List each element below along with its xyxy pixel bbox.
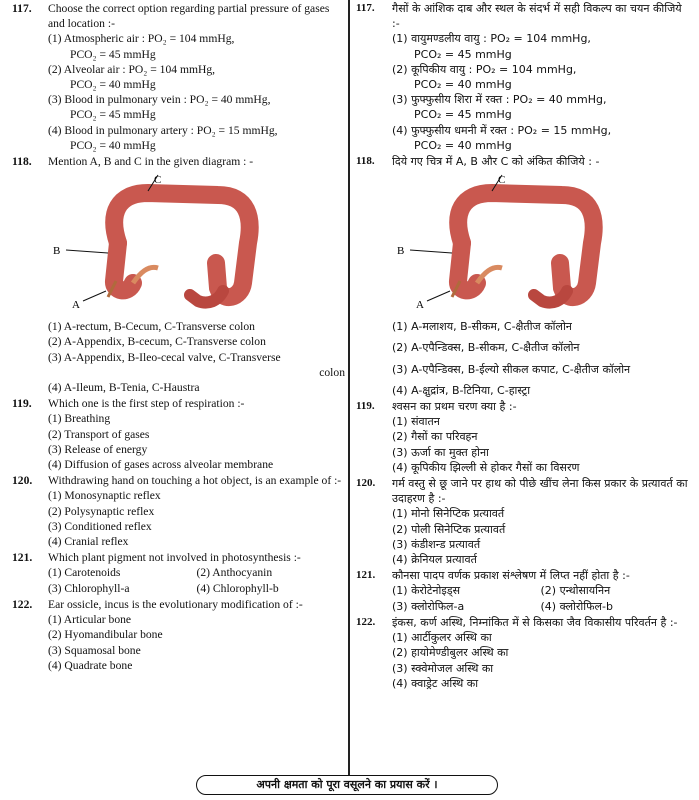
option-4: (4) क्वाड्रेट अस्थि का	[392, 676, 479, 690]
option-1: (1) Atmospheric air : PO₂ = 104 mmHg,	[48, 32, 235, 46]
option-1: (1) केरोटेनोइड्स	[392, 584, 461, 598]
option-3: (3) Conditioned reflex	[48, 519, 152, 533]
english-column	[12, 0, 345, 673]
option-3: (3) कंडीशन्ड प्रत्यावर्त	[392, 537, 481, 551]
option-4: (4) A-Ileum, B-Tenia, C-Haustra	[48, 381, 200, 395]
option-4: (4) Diffusion of gases across alveolar membrane	[48, 458, 274, 472]
question-text: इंकस, कर्ण अस्थि, निम्नांकित में से किसका जैव विकासीय परिवर्तन है :-	[392, 615, 678, 629]
footer-motto: अपनी क्षमता को पूरा वसूलने का प्रयास करें ।	[196, 775, 498, 795]
option-4: (4) Quadrate bone	[48, 658, 133, 672]
question-117	[12, 1, 345, 31]
hindi-column	[356, 0, 689, 691]
option-3: (3) ऊर्जा का मुक्त होना	[392, 445, 489, 459]
option-3: (3) A-Appendix, B-Ileo-cecal valve, C-Transverse	[48, 350, 281, 364]
column-divider	[348, 0, 350, 775]
question-text: Choose the correct option regarding partial pressure of gases and location :-	[48, 2, 330, 31]
label-c: C	[154, 174, 162, 187]
option-2: (2) Polysynaptic reflex	[48, 504, 155, 518]
question-118	[12, 154, 345, 169]
question-number: 117.	[12, 2, 32, 15]
option-3: (3) स्क्वेमोजल अस्थि का	[392, 661, 494, 675]
label-b: B	[53, 245, 61, 258]
question-number: 119.	[356, 400, 375, 413]
question-text: Which one is the first step of respiration :-	[48, 397, 245, 411]
option-3: (3) A-एपैन्डिक्स, B-ईल्यो सीकल कपाट, C-क्षैतीज कॉलोन	[392, 362, 631, 376]
option-3-cont: PCO₂ = 45 mmHg	[414, 108, 512, 122]
question-number: 122.	[356, 615, 376, 628]
option-1: (1) A-मलाशय, B-सीकम, C-क्षैतीज कॉलोन	[392, 320, 572, 334]
option-1: (1) A-rectum, B-Cecum, C-Transverse colon	[48, 320, 255, 334]
option-4: (4) A-क्षुद्रांत्र, B-टिनिया, C-हास्ट्रा	[392, 383, 531, 397]
option-2: (2) हायोमेण्डीबुलर अस्थि का	[392, 646, 509, 660]
options-row-2	[356, 599, 689, 614]
option-2-cont: PCO₂ = 40 mmHg	[414, 78, 512, 92]
option-2: (2) A-Appendix, B-cecum, C-Transverse colon	[48, 335, 266, 349]
question-119	[356, 399, 689, 414]
question-text: दिये गए चित्र में A, B और C को अंकित कीजिये : -	[392, 155, 600, 169]
option-1: (1) Articular bone	[48, 613, 132, 627]
question-number: 119.	[12, 397, 32, 411]
large-intestine-diagram	[392, 173, 689, 313]
option-1-cont: PCO₂ = 45 mmHg	[70, 47, 156, 61]
question-120	[356, 476, 689, 506]
options-row-1	[356, 583, 689, 598]
option-4: (4) क्रेनियल प्रत्यावर्त	[392, 553, 477, 567]
question-text: गैसों के आंशिक दाब और स्थल के संदर्भ में सही विकल्प का चयन कीजिये :-	[392, 2, 682, 31]
option-2: (2) Alveolar air : PO₂ = 104 mmHg,	[48, 62, 216, 76]
option-3: (3) फुफ्फुसीय शिरा में रक्त : PO₂ = 40 mmHg,	[392, 93, 607, 107]
label-a: A	[416, 299, 424, 312]
option-3: (3) Blood in pulmonary vein : PO₂ = 40 mmHg,	[48, 93, 271, 107]
question-number: 118.	[12, 155, 32, 169]
option-4: (4) कूपिकीय झिल्ली से होकर गैसों का विसरण	[392, 460, 580, 474]
option-3: (3) Squamosal bone	[48, 643, 141, 657]
question-text: Mention A, B and C in the given diagram : -	[48, 155, 254, 169]
option-3: (3) क्लोरोफिल-a	[392, 599, 465, 613]
option-2-cont: PCO₂ = 40 mmHg	[70, 78, 156, 92]
option-2: (2) पोली सिनेप्टिक प्रत्यावर्त	[392, 522, 506, 536]
options-row-2	[12, 581, 345, 596]
question-120	[12, 473, 345, 488]
options-row-1	[12, 565, 345, 580]
option-2: (2) Hyomandibular bone	[48, 628, 163, 642]
option-1: (1) आर्टीकुलर अस्थि का	[392, 631, 492, 645]
question-number: 120.	[12, 474, 33, 488]
option-2: (2) Transport of gases	[48, 427, 150, 441]
question-122	[356, 615, 689, 630]
question-text: श्वसन का प्रथम चरण क्या है :-	[392, 400, 517, 414]
option-4: (4) Chlorophyll-b	[196, 581, 279, 595]
question-number: 121.	[356, 569, 376, 582]
question-text: Which plant pigment not involved in photosynthesis :-	[48, 551, 301, 565]
option-2: (2) गैसों का परिवहन	[392, 430, 478, 444]
option-1-cont: PCO₂ = 45 mmHg	[414, 47, 512, 61]
option-1: (1) Carotenoids	[48, 566, 121, 580]
label-c: C	[498, 174, 506, 187]
option-1: (1) संवातन	[392, 415, 440, 429]
option-4: (4) क्लोरोफिल-b	[540, 599, 613, 613]
label-b: B	[397, 245, 405, 258]
question-text: Withdrawing hand on touching a hot object, is an example of :-	[48, 474, 342, 488]
option-3-cont: PCO₂ = 45 mmHg	[70, 108, 156, 122]
option-4: (4) Cranial reflex	[48, 535, 129, 549]
question-number: 118.	[356, 155, 375, 168]
question-number: 121.	[12, 551, 33, 565]
colon-illustration	[392, 173, 622, 313]
option-3-cont: colon	[319, 365, 345, 379]
option-1: (1) Monosynaptic reflex	[48, 489, 161, 503]
question-118	[356, 154, 689, 169]
option-4-cont: PCO₂ = 40 mmHg	[414, 138, 512, 152]
option-2: (2) कूपिकीय वायु : PO₂ = 104 mmHg,	[392, 62, 577, 76]
option-1: (1) Breathing	[48, 412, 111, 426]
question-number: 120.	[356, 477, 376, 490]
option-3: (3) Chlorophyll-a	[48, 581, 130, 595]
question-number: 117.	[356, 2, 375, 14]
colon-illustration	[48, 173, 278, 313]
option-2: (2) Anthocyanin	[196, 566, 273, 580]
question-number: 122.	[12, 597, 33, 611]
question-117	[356, 1, 689, 31]
option-1: (1) वायुमण्डलीय वायु : PO₂ = 104 mmHg,	[392, 32, 591, 46]
label-a: A	[72, 299, 80, 312]
question-121	[356, 568, 689, 583]
option-4: (4) Blood in pulmonary artery : PO₂ = 15 mmHg,	[48, 123, 278, 137]
question-119	[12, 396, 345, 411]
question-text: गर्म वस्तु से छू जाने पर हाथ को पीछे खींच लेना किस प्रकार के प्रत्यावर्त का उदाहरण है :-	[392, 477, 688, 506]
large-intestine-diagram	[48, 173, 345, 313]
question-text: कौनसा पादप वर्णक प्रकाश संश्लेषण में लिप्त नहीं होता है :-	[392, 569, 630, 583]
option-2: (2) A-एपैन्डिक्स, B-सीकम, C-क्षैतीज कॉलोन	[392, 341, 580, 355]
question-121	[12, 550, 345, 565]
option-4: (4) फुफ्फुसीय धमनी में रक्त : PO₂ = 15 mmHg,	[392, 123, 612, 137]
option-3: (3) Release of energy	[48, 442, 148, 456]
option-2: (2) एन्थोसायनिन	[540, 584, 611, 598]
question-text: Ear ossicle, incus is the evolutionary modification of :-	[48, 597, 303, 611]
question-122	[12, 597, 345, 612]
option-4-cont: PCO₂ = 40 mmHg	[70, 138, 156, 152]
option-1: (1) मोनो सिनेप्टिक प्रत्यावर्त	[392, 507, 505, 521]
